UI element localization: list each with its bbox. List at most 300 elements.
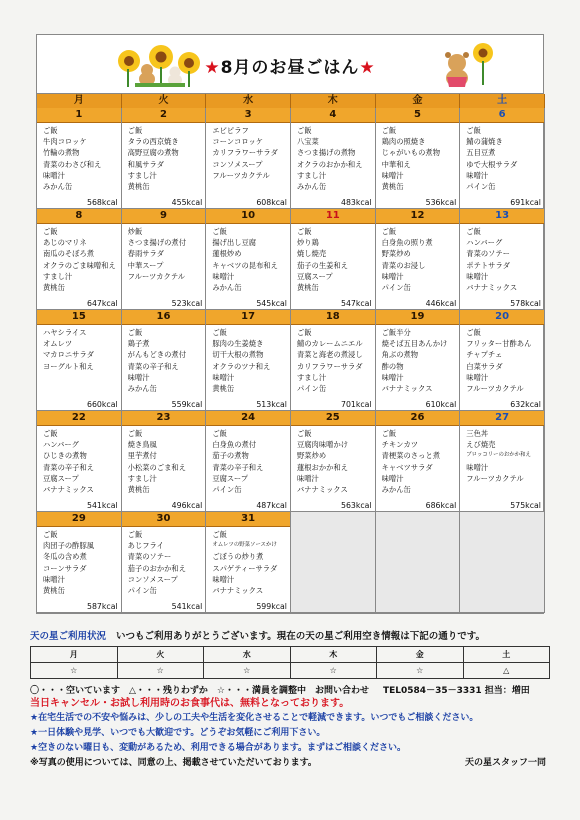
calorie-count: 563kcal xyxy=(340,501,372,510)
weekday-thu: 木 xyxy=(291,94,376,108)
menu-item: すまし汁 xyxy=(127,473,157,483)
menu-item-list xyxy=(122,325,206,394)
day-cell xyxy=(291,108,376,209)
day-cell xyxy=(460,411,545,512)
menu-item: 青菜の辛子和え xyxy=(127,361,179,371)
availability-heading xyxy=(30,628,550,642)
menu-item: 青梗菜のさっと煮 xyxy=(381,451,440,461)
menu-item: 味噌汁 xyxy=(296,473,319,483)
menu-item-list xyxy=(460,123,544,192)
menu-item: ご飯 xyxy=(466,227,481,236)
menu-header xyxy=(37,35,543,94)
legend-line xyxy=(30,683,550,696)
day-number: 12 xyxy=(376,209,460,224)
weekday-tue: 火 xyxy=(122,94,207,108)
calorie-count: 446kcal xyxy=(425,299,457,308)
menu-item: オクラのごま味噌和え xyxy=(43,260,116,270)
menu-item: ご飯 xyxy=(127,530,143,539)
menu-item: フルーツカクテル xyxy=(466,473,524,483)
menu-item: オクラのおかか和え xyxy=(296,159,363,169)
menu-item: えび焼売 xyxy=(466,440,496,450)
menu-item: 味噌汁 xyxy=(43,574,65,584)
menu-item: 小松菜のごま和え xyxy=(127,462,187,472)
menu-item: ご飯 xyxy=(212,530,227,539)
menu-item: ご飯 xyxy=(296,126,312,135)
calorie-count: 455kcal xyxy=(171,198,203,207)
availability-table xyxy=(30,646,550,679)
day-number: 31 xyxy=(206,512,290,527)
menu-item: 黄桃缶 xyxy=(296,283,319,293)
menu-item: 切干大根の煮物 xyxy=(212,350,264,360)
day-cell xyxy=(460,108,545,209)
weekday-sat: 土 xyxy=(460,94,545,108)
menu-item: 白身魚の煮付 xyxy=(212,440,257,450)
day-cell xyxy=(37,209,122,310)
menu-item: パイン缶 xyxy=(296,384,327,394)
menu-item-list xyxy=(37,527,121,596)
day-number: 30 xyxy=(122,512,206,527)
menu-item: コーンコロッケ xyxy=(212,137,264,147)
menu-item-list xyxy=(291,224,375,293)
calorie-count: 547kcal xyxy=(340,299,372,308)
menu-item-list xyxy=(206,325,290,394)
menu-item: ゆで大根サラダ xyxy=(466,159,518,169)
menu-item: コンソメスープ xyxy=(212,159,263,169)
menu-item: 鶏肉の照焼き xyxy=(381,137,426,147)
menu-item: あじのマリネ xyxy=(43,238,87,248)
availability-value: ☆ xyxy=(377,663,464,679)
menu-item-list xyxy=(460,325,544,394)
menu-item-list xyxy=(37,426,121,495)
menu-item: ご飯 xyxy=(43,429,58,438)
legend-text: 〇・・・空いています △・・・残りわずか ☆・・・満員を調整中 お問い合わせ xyxy=(30,686,369,696)
day-cell xyxy=(37,310,122,411)
calorie-count: 701kcal xyxy=(340,400,372,409)
menu-item: チャプチェ xyxy=(466,350,503,360)
calorie-count: 483kcal xyxy=(340,198,372,207)
day-cell xyxy=(206,310,291,411)
day-cell xyxy=(376,209,461,310)
menu-item: ご飯 xyxy=(127,429,143,438)
menu-item: じゃがいもの煮物 xyxy=(381,148,440,158)
menu-item: ご飯 xyxy=(127,126,143,135)
menu-item-list xyxy=(37,123,121,192)
menu-item: ハンバーグ xyxy=(466,238,503,248)
empty-day-cell xyxy=(291,512,376,613)
menu-item: オムレツ xyxy=(43,339,73,349)
availability-value: ☆ xyxy=(290,663,377,679)
menu-item: 青菜の辛子和え xyxy=(212,462,264,472)
menu-item: 和風サラダ xyxy=(127,159,165,169)
menu-item: 味噌汁 xyxy=(466,462,489,472)
day-number: 25 xyxy=(291,411,375,426)
menu-item-list xyxy=(122,224,206,282)
menu-item: チキンカツ xyxy=(381,440,419,450)
menu-item: 味噌汁 xyxy=(381,170,404,180)
menu-item: 味噌汁 xyxy=(43,170,65,180)
menu-item: コンソメスープ xyxy=(127,574,178,584)
menu-item: ご飯 xyxy=(296,227,312,236)
menu-item: 豆腐肉味噌かけ xyxy=(296,440,349,450)
menu-item-list xyxy=(291,123,375,192)
page-title: ★8月のお昼ごはん★ xyxy=(204,58,376,78)
menu-item-list xyxy=(206,224,290,293)
menu-item: ご飯半分 xyxy=(381,328,411,337)
menu-item: 鶏子煮 xyxy=(127,339,150,349)
weekday-wed: 水 xyxy=(206,94,291,108)
notice-text: ※写真の使用については、同意の上、掲載させていただいております。 xyxy=(30,758,317,768)
day-number xyxy=(460,512,544,526)
day-cell xyxy=(460,209,545,310)
menu-item: 黄桃缶 xyxy=(212,384,235,394)
notice-text: ★空きのない曜日も、変動があるため、利用できる場合があります。まずはご相談ください。 xyxy=(30,743,406,753)
menu-item: 白菜サラダ xyxy=(466,361,503,371)
menu-item: 黄桃缶 xyxy=(127,182,150,192)
calorie-count: 647kcal xyxy=(87,299,118,308)
menu-item: 春雨サラダ xyxy=(127,249,165,259)
menu-item: 黄桃缶 xyxy=(127,485,150,495)
day-cell xyxy=(460,310,545,411)
menu-item: ご飯 xyxy=(381,227,397,236)
menu-item: 肉団子の酢豚風 xyxy=(43,541,95,551)
day-number: 10 xyxy=(206,209,290,224)
calorie-count: 545kcal xyxy=(256,299,287,308)
day-number: 18 xyxy=(291,310,375,325)
menu-item: ご飯 xyxy=(43,126,58,135)
menu-item-list xyxy=(376,123,460,192)
menu-item: みかん缶 xyxy=(381,485,411,495)
day-cell xyxy=(122,512,207,613)
menu-item: がんもどきの煮付 xyxy=(127,350,187,360)
menu-item-list xyxy=(291,426,375,495)
menu-item: 黄桃缶 xyxy=(43,586,65,596)
day-cell xyxy=(122,310,207,411)
menu-item-list xyxy=(460,526,544,528)
menu-item: カリフラワーサラダ xyxy=(296,361,363,371)
menu-item: 味噌汁 xyxy=(466,271,489,281)
menu-item: 味噌汁 xyxy=(381,473,404,483)
day-cell xyxy=(122,108,207,209)
menu-item-list xyxy=(206,123,290,181)
menu-item: ポテトサラダ xyxy=(466,260,510,270)
calorie-count: 541kcal xyxy=(87,501,118,510)
day-cell xyxy=(206,209,291,310)
menu-item: ご飯 xyxy=(43,227,58,236)
menu-item-list xyxy=(291,526,375,528)
menu-item: ご飯 xyxy=(296,328,312,337)
menu-item: 茄子の煮物 xyxy=(212,451,249,461)
menu-item: ひじきの煮物 xyxy=(43,451,87,461)
day-cell xyxy=(37,512,122,613)
calorie-count: 523kcal xyxy=(171,299,203,308)
menu-item: コーンサラダ xyxy=(43,563,87,573)
availability-day: 水 xyxy=(204,647,291,663)
menu-item: 味噌汁 xyxy=(381,372,404,382)
menu-item: みかん缶 xyxy=(212,283,242,293)
menu-item-list xyxy=(37,224,121,293)
menu-item: フリッター甘酢あん xyxy=(466,339,532,349)
menu-item: バナナミックス xyxy=(296,485,348,495)
menu-item: カリフラワーサラダ xyxy=(212,148,278,158)
weekday-header xyxy=(37,94,543,108)
empty-day-cell xyxy=(460,512,545,613)
menu-item: 青菜の辛子和え xyxy=(43,462,95,472)
availability-day: 火 xyxy=(117,647,204,663)
menu-item: キャベツの昆布和え xyxy=(212,260,278,270)
menu-item: ハンバーグ xyxy=(43,440,79,450)
day-cell xyxy=(376,310,461,411)
bear-sunflower-illustration xyxy=(433,41,503,89)
menu-item: 角ぶの煮物 xyxy=(381,350,419,360)
calorie-count: 691kcal xyxy=(510,198,541,207)
menu-item: ご飯 xyxy=(296,429,312,438)
day-number: 16 xyxy=(122,310,206,325)
menu-item: パイン缶 xyxy=(381,283,411,293)
menu-item: ヨーグルト和え xyxy=(43,361,94,371)
menu-item-list xyxy=(122,527,206,596)
day-number: 1 xyxy=(37,108,121,123)
day-cell xyxy=(37,411,122,512)
menu-item: 味噌汁 xyxy=(466,170,489,180)
day-cell xyxy=(291,209,376,310)
menu-item: ご飯 xyxy=(212,328,227,337)
menu-item-list xyxy=(460,224,544,293)
day-number: 9 xyxy=(122,209,206,224)
menu-item: バナナミックス xyxy=(381,384,433,394)
day-number: 26 xyxy=(376,411,460,426)
empty-day-cell xyxy=(376,512,461,613)
menu-item: ご飯 xyxy=(43,530,58,539)
staff-signature: 天の星スタッフ一同 xyxy=(464,758,546,768)
day-number: 24 xyxy=(206,411,290,426)
menu-item: 茄子のおかか和え xyxy=(127,563,187,573)
menu-item: 酢の物 xyxy=(381,361,404,371)
menu-item: 高野豆腐の煮物 xyxy=(127,148,179,158)
day-cell xyxy=(291,411,376,512)
menu-item: 黄桃缶 xyxy=(381,182,404,192)
calorie-count: 610kcal xyxy=(425,400,457,409)
calorie-count: 496kcal xyxy=(171,501,203,510)
menu-item: みかん缶 xyxy=(43,182,73,192)
notice-line xyxy=(30,741,550,756)
menu-item: ご飯 xyxy=(212,429,227,438)
availability-value: ☆ xyxy=(204,663,291,679)
menu-item: 焼き鳥風 xyxy=(127,440,157,450)
day-cell xyxy=(37,108,122,209)
menu-item: 茄子の生姜和え xyxy=(296,260,349,270)
menu-item: 焼し焼売 xyxy=(296,249,327,259)
menu-item: ご飯 xyxy=(127,328,143,337)
menu-item: パイン缶 xyxy=(212,485,242,495)
day-cell xyxy=(206,108,291,209)
menu-item: 豆腐スープ xyxy=(296,271,333,281)
menu-item: パイン缶 xyxy=(127,586,157,596)
calorie-count: 608kcal xyxy=(256,198,287,207)
day-cell xyxy=(376,108,461,209)
menu-item-list xyxy=(37,325,121,372)
day-cell xyxy=(376,411,461,512)
menu-item: 味噌汁 xyxy=(212,271,235,281)
menu-item-list xyxy=(376,526,460,528)
day-number: 3 xyxy=(206,108,290,123)
calorie-count: 513kcal xyxy=(256,400,287,409)
menu-item: 豆腐スープ xyxy=(212,473,249,483)
calorie-count: 599kcal xyxy=(256,602,287,611)
menu-item: すまし汁 xyxy=(296,372,327,382)
menu-item: すまし汁 xyxy=(296,170,327,180)
menu-item-list xyxy=(291,325,375,394)
day-number: 11 xyxy=(291,209,375,224)
menu-item: オムレツの野菜ソースかけ xyxy=(212,542,277,549)
menu-item: オクラのツナ和え xyxy=(212,361,271,371)
calorie-count: 568kcal xyxy=(87,198,118,207)
menu-item: エビピラフ xyxy=(212,126,249,135)
menu-item: すまし汁 xyxy=(127,170,157,180)
menu-item: 三色丼 xyxy=(466,429,489,438)
menu-item: 八宝菜 xyxy=(296,137,319,147)
calorie-count: 686kcal xyxy=(425,501,457,510)
notice-line xyxy=(30,726,550,741)
menu-item: さつま揚げの煮付 xyxy=(127,238,187,248)
menu-item-list xyxy=(376,426,460,495)
notice-line xyxy=(30,756,550,771)
menu-item: 南瓜のそぼろ煮 xyxy=(43,249,95,259)
day-number: 29 xyxy=(37,512,121,527)
menu-item: タラの西京焼き xyxy=(127,137,179,147)
day-number: 13 xyxy=(460,209,544,224)
menu-item: 豆腐スープ xyxy=(43,473,79,483)
menu-item-list xyxy=(460,426,544,484)
menu-item: 青菜と海老の煮浸し xyxy=(296,350,363,360)
menu-item: 豚肉の生姜焼き xyxy=(212,339,264,349)
menu-item: 牛肉コロッケ xyxy=(43,137,87,147)
menu-item: フルーツカクテル xyxy=(127,271,186,281)
calorie-count: 559kcal xyxy=(171,400,203,409)
menu-item: ご飯 xyxy=(466,328,481,337)
notice-list xyxy=(30,696,550,771)
menu-item: ご飯 xyxy=(466,126,481,135)
weekday-fri: 金 xyxy=(376,94,461,108)
menu-item: 野菜炒め xyxy=(296,451,327,461)
menu-item: 青菜のお浸し xyxy=(381,260,426,270)
menu-item: 味噌汁 xyxy=(127,372,150,382)
menu-item: ごぼうの炒り煮 xyxy=(212,552,264,562)
menu-item: 青菜のわさび和え xyxy=(43,159,102,169)
menu-item: バナナミックス xyxy=(466,283,518,293)
menu-item: 鯖の蒲焼き xyxy=(466,137,503,147)
menu-item-list xyxy=(122,426,206,495)
availability-value: △ xyxy=(463,663,550,679)
menu-item-list xyxy=(376,325,460,394)
day-number xyxy=(291,512,375,526)
menu-item: 焼そば五目あんかけ xyxy=(381,339,448,349)
day-cell xyxy=(206,411,291,512)
availability-day: 土 xyxy=(463,647,550,663)
menu-item: ご飯 xyxy=(381,126,397,135)
day-cell xyxy=(122,411,207,512)
menu-item: 竹輪の煮物 xyxy=(43,148,80,158)
availability-section xyxy=(30,628,550,771)
menu-item: フルーツカクテル xyxy=(466,384,524,394)
menu-item: ハヤシライス xyxy=(43,328,87,337)
menu-item: マカロニサラダ xyxy=(43,350,95,360)
menu-item: 黄桃缶 xyxy=(43,283,65,293)
menu-item: 青菜のソテー xyxy=(127,552,172,562)
menu-item: みかん缶 xyxy=(127,384,157,394)
menu-item: さつま揚げの煮物 xyxy=(296,148,356,158)
menu-item: バナナミックス xyxy=(43,485,94,495)
day-cell xyxy=(291,310,376,411)
notice-line xyxy=(30,711,550,726)
weekday-mon: 月 xyxy=(37,94,122,108)
menu-item: 蓮根おかか和え xyxy=(296,462,349,472)
calorie-count: 587kcal xyxy=(87,602,118,611)
menu-calendar xyxy=(37,108,543,613)
menu-item: パイン缶 xyxy=(466,182,496,192)
day-number: 27 xyxy=(460,411,544,426)
day-number: 19 xyxy=(376,310,460,325)
menu-item: 炒飯 xyxy=(127,227,143,236)
calorie-count: 536kcal xyxy=(425,198,457,207)
menu-item-list xyxy=(122,123,206,192)
notice-text: 当日キャンセル・お試し利用時のお食事代は、無料となっております。 xyxy=(30,698,350,709)
menu-item: 炒り鶏 xyxy=(296,238,319,248)
day-cell xyxy=(122,209,207,310)
availability-day: 木 xyxy=(290,647,377,663)
contact-phone: TEL0584－35－3331 担当：増田 xyxy=(383,686,530,696)
notice-text: ★一日体験や見学、いつでも大歓迎です。どうぞお気軽にご利用下さい。 xyxy=(30,728,326,738)
availability-message: いつもご利用ありがとうございます。現在の天の星ご利用空き情報は下記の通りです。 xyxy=(116,631,485,642)
menu-item: ブロッコリーのおかか和え xyxy=(466,452,531,459)
day-number: 5 xyxy=(376,108,460,123)
menu-item: バナナミックス xyxy=(212,586,264,596)
day-number: 4 xyxy=(291,108,375,123)
menu-item: 冬瓜の含め煮 xyxy=(43,552,87,562)
availability-value: ☆ xyxy=(117,663,204,679)
day-number: 2 xyxy=(122,108,206,123)
calorie-count: 487kcal xyxy=(256,501,287,510)
menu-item: 里芋煮付 xyxy=(127,451,157,461)
day-number: 22 xyxy=(37,411,121,426)
notice-line xyxy=(30,696,550,711)
day-number: 23 xyxy=(122,411,206,426)
availability-label: 天の星ご利用状況 xyxy=(30,631,107,642)
menu-item: 蓮根炒め xyxy=(212,249,242,259)
menu-item: 野菜炒め xyxy=(381,249,411,259)
menu-item-list xyxy=(206,426,290,495)
calorie-count: 632kcal xyxy=(510,400,541,409)
notice-text: ★在宅生活での不安や悩みは、少しの工夫や生活を変化させることで軽減できます。いつでもご相談ください。 xyxy=(30,713,479,723)
calorie-count: 575kcal xyxy=(510,501,541,510)
day-number: 8 xyxy=(37,209,121,224)
menu-item: キャベツサラダ xyxy=(381,462,433,472)
day-cell xyxy=(206,512,291,613)
menu-item-list xyxy=(376,224,460,293)
menu-item: 味噌汁 xyxy=(466,372,489,382)
menu-item: 鯖のカレームニエル xyxy=(296,339,363,349)
day-number xyxy=(376,512,460,526)
menu-item: 白身魚の照り煮 xyxy=(381,238,433,248)
availability-day: 月 xyxy=(31,647,118,663)
menu-item: みかん缶 xyxy=(296,182,327,192)
menu-item: 中華和え xyxy=(381,159,411,169)
day-number: 20 xyxy=(460,310,544,325)
calorie-count: 660kcal xyxy=(87,400,118,409)
menu-item: あじフライ xyxy=(127,541,164,551)
menu-item: 味噌汁 xyxy=(212,574,235,584)
menu-item: すまし汁 xyxy=(43,271,73,281)
calorie-count: 578kcal xyxy=(510,299,541,308)
